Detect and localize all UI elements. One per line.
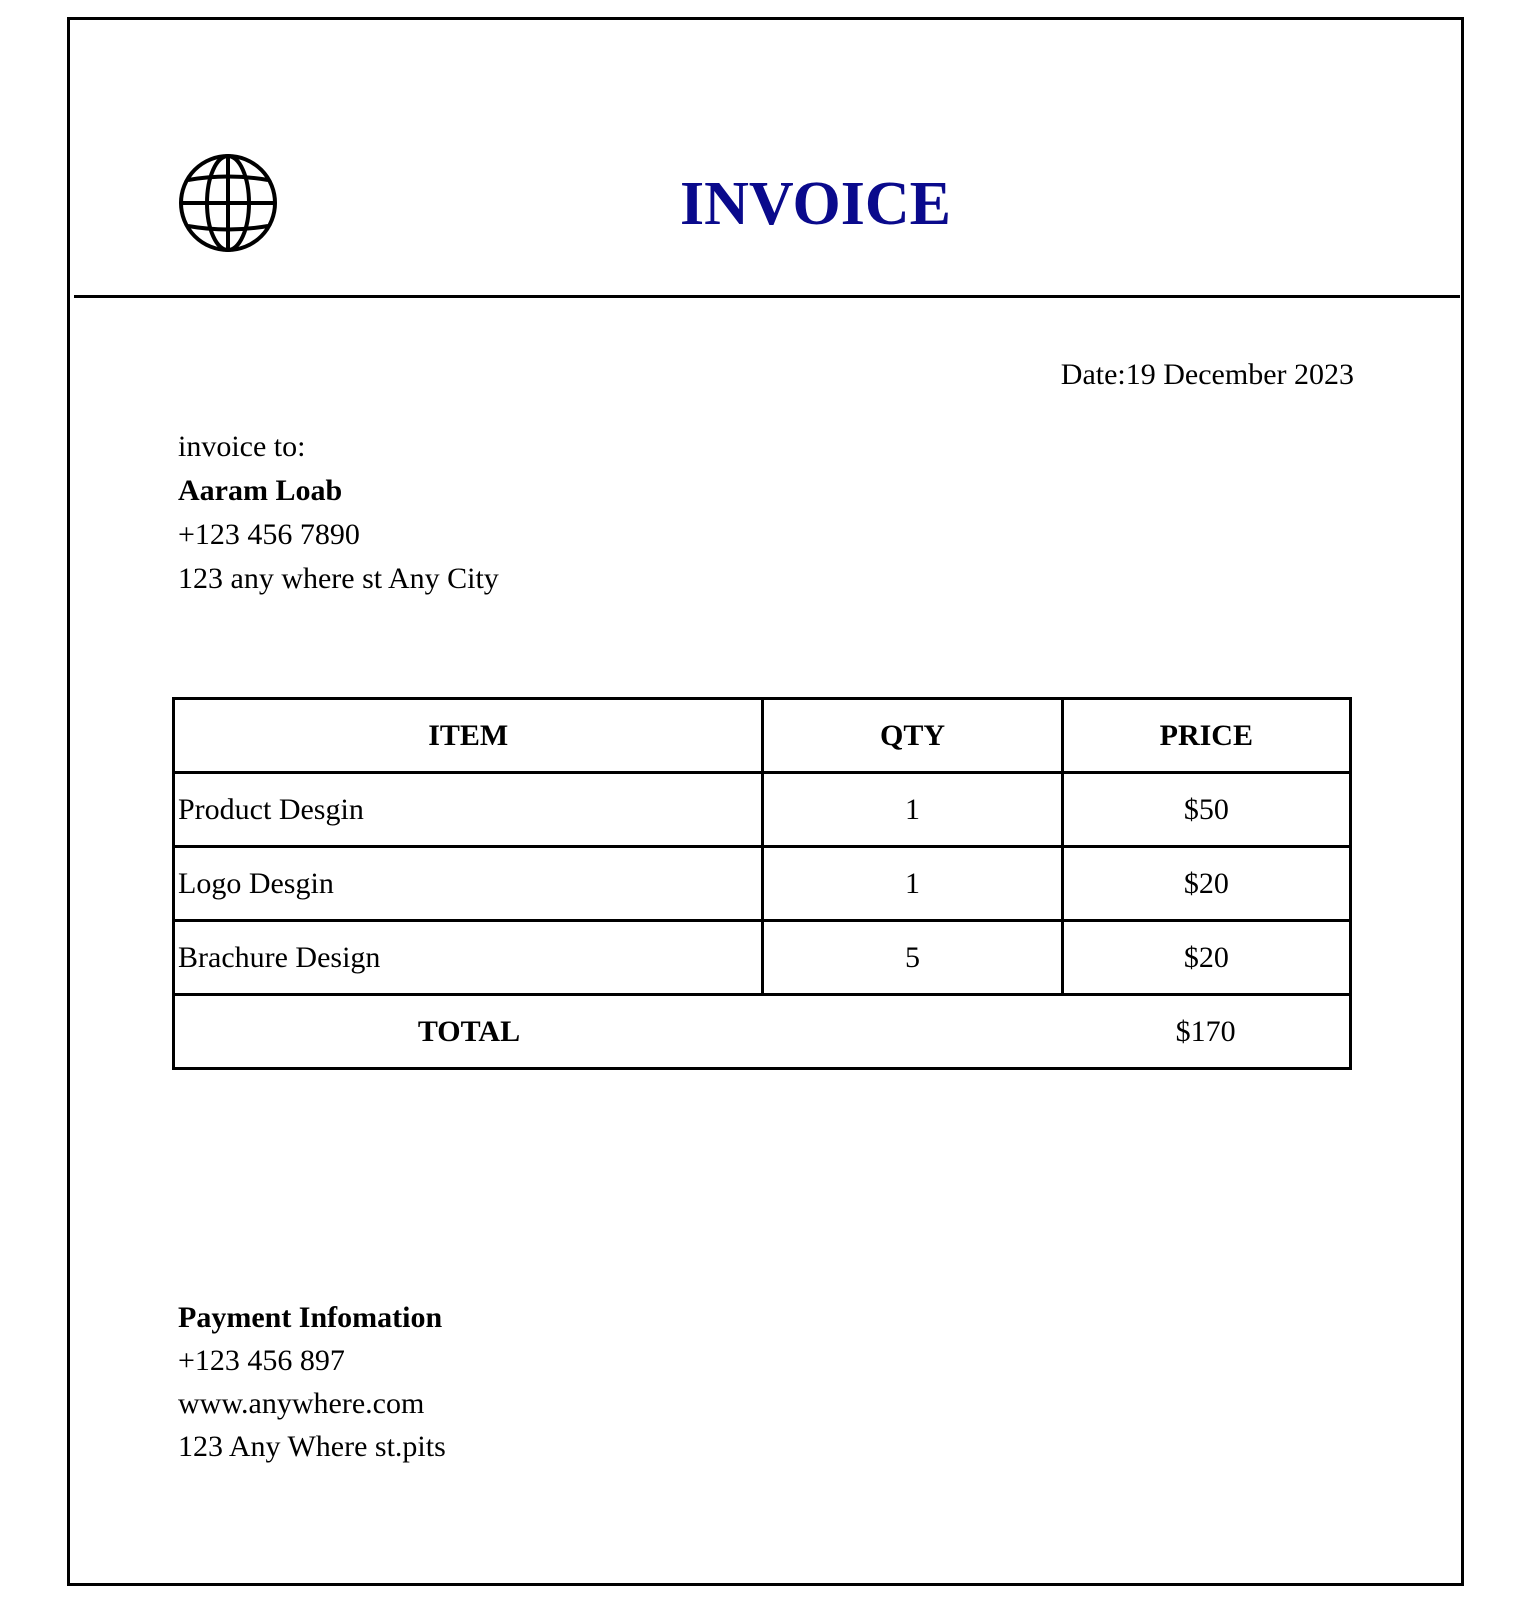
column-header-item: ITEM: [174, 699, 763, 773]
total-spacer-cell: [763, 995, 1062, 1069]
invoice-page: [67, 17, 1464, 1586]
item-name-cell: Product Desgin: [174, 773, 763, 847]
column-header-qty: QTY: [763, 699, 1062, 773]
customer-address: 123 any where st Any City: [178, 562, 499, 595]
qty-cell: 5: [763, 921, 1062, 995]
price-cell: $20: [1062, 921, 1350, 995]
payment-address: 123 Any Where st.pits: [178, 1430, 446, 1463]
customer-name: Aaram Loab: [178, 474, 343, 507]
customer-phone: +123 456 7890: [178, 518, 360, 551]
table-row: [174, 921, 1351, 995]
invoice-title: INVOICE: [680, 170, 951, 238]
price-cell: $50: [1062, 773, 1350, 847]
payment-phone: +123 456 897: [178, 1344, 345, 1377]
bill-to-section: [178, 425, 499, 601]
payment-info-section: [178, 1296, 446, 1468]
payment-heading: Payment Infomation: [178, 1301, 443, 1334]
total-value: $170: [1062, 995, 1350, 1069]
table-header-row: [174, 699, 1351, 773]
table-row: [174, 847, 1351, 921]
item-name-cell: Logo Desgin: [174, 847, 763, 921]
items-table: [172, 697, 1352, 1070]
header-divider: [74, 295, 1460, 298]
item-name-cell: Brachure Design: [174, 921, 763, 995]
qty-cell: 1: [763, 847, 1062, 921]
qty-cell: 1: [763, 773, 1062, 847]
invoice-header: [70, 20, 1461, 300]
total-label: TOTAL: [174, 995, 763, 1069]
bill-to-label: invoice to:: [178, 430, 306, 463]
invoice-date: Date:19 December 2023: [1060, 358, 1354, 391]
price-cell: $20: [1062, 847, 1350, 921]
payment-website: www.anywhere.com: [178, 1387, 425, 1420]
column-header-price: PRICE: [1062, 699, 1350, 773]
table-row: [174, 773, 1351, 847]
total-row: [174, 995, 1351, 1069]
